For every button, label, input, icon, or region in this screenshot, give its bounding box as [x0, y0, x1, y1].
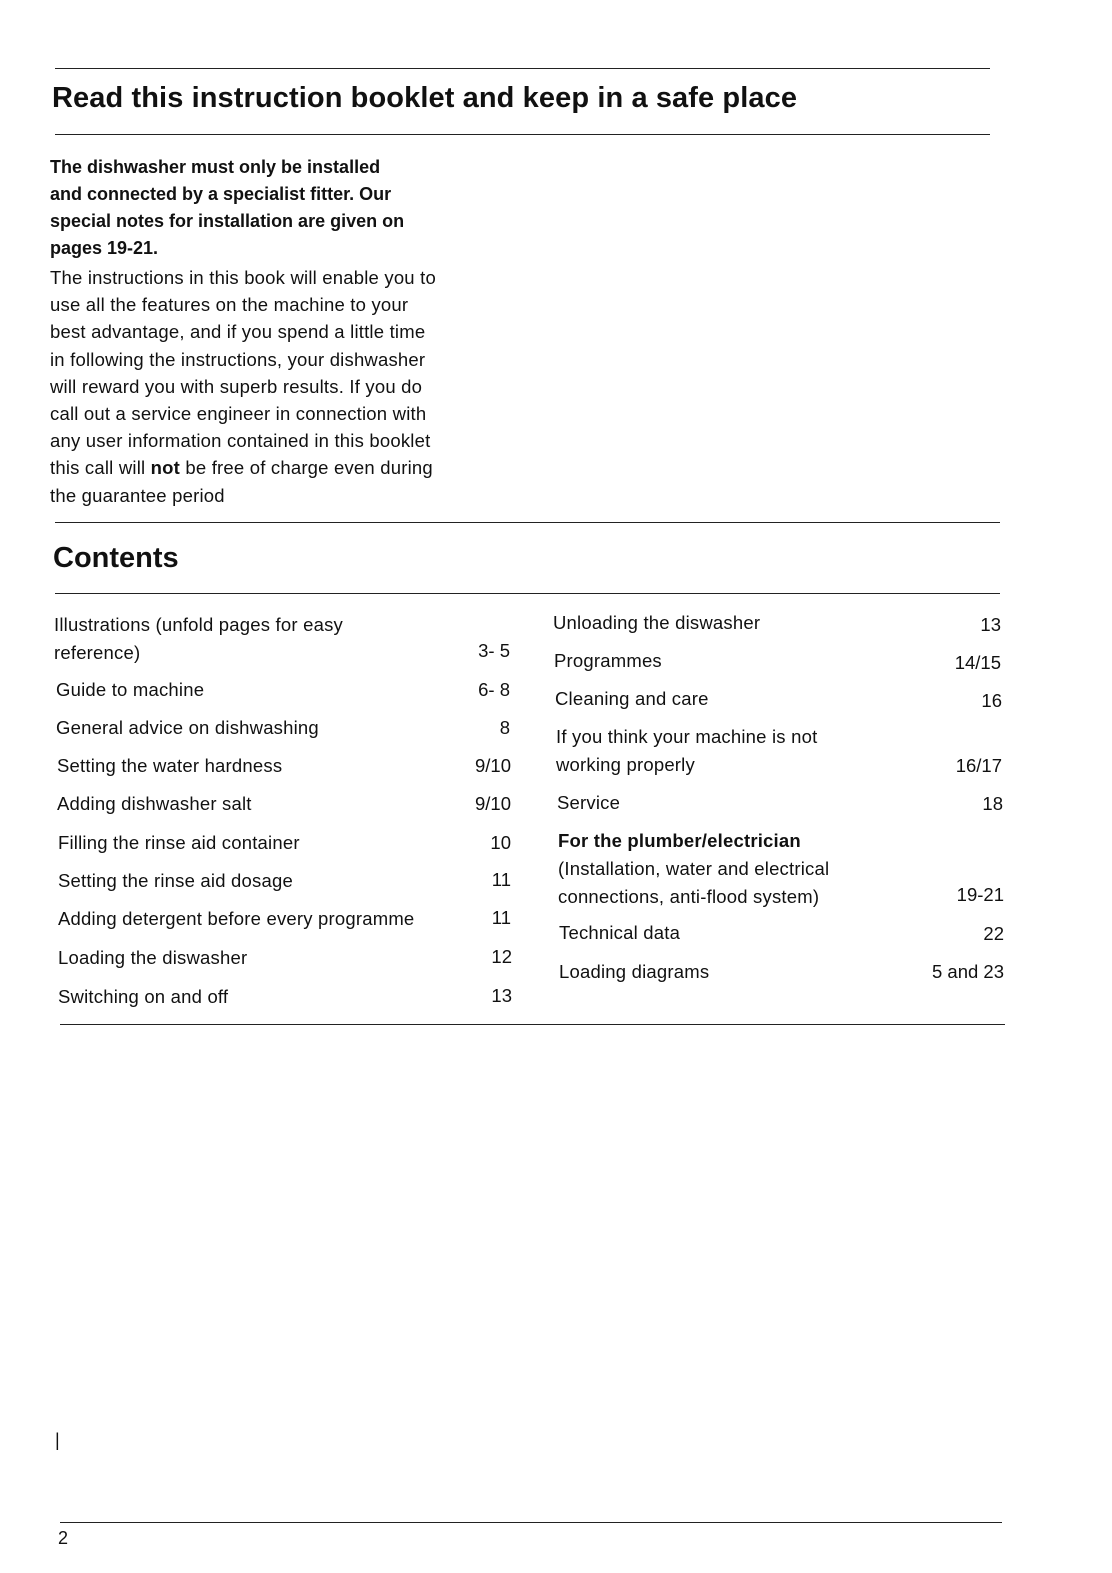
intro-line: will reward you with superb results. If you do: [50, 375, 423, 397]
toc-page-number: 14/15: [954, 652, 1001, 673]
toc-page-number: 22: [983, 923, 1004, 944]
toc-label: Cleaning and care: [555, 688, 709, 709]
page-title: Read this instruction booklet and keep in a safe place: [52, 82, 798, 114]
toc-entry: [58, 867, 293, 895]
intro-line: in following the instructions, your dishwasher: [50, 348, 426, 370]
notice-line: The dishwasher must only be installed: [50, 157, 381, 177]
intro-line: any user information contained in this booklet: [50, 430, 431, 452]
toc-label: (Installation, water and electrical: [558, 858, 830, 879]
toc-label: If you think your machine is not: [556, 726, 818, 747]
toc-label: Setting the water hardness: [57, 755, 283, 776]
toc-label: Switching on and off: [58, 986, 229, 1007]
toc-page-number: 19-21: [956, 884, 1004, 905]
toc-page-number: 18: [982, 793, 1003, 814]
toc-page-number: 3- 5: [478, 640, 510, 661]
toc-page-number: 13: [491, 985, 512, 1006]
toc-page-number: 16: [981, 690, 1002, 711]
toc-label: working properly: [556, 754, 695, 775]
intro-paragraph: [50, 264, 520, 509]
toc-entry: [57, 752, 282, 780]
toc-entry: [56, 714, 319, 742]
toc-label: Programmes: [554, 650, 662, 671]
intro-line: The instructions in this book will enable you to: [50, 267, 436, 288]
top-rule: [55, 68, 990, 69]
contents-heading: Contents: [53, 542, 179, 574]
toc-entry: [58, 944, 247, 972]
toc-page-number: 16/17: [955, 755, 1002, 776]
notice-line: and connected by a specialist fitter. Our: [50, 184, 392, 204]
page-number: 2: [58, 1528, 69, 1548]
toc-label: Setting the rinse aid dosage: [58, 870, 293, 891]
toc-label: Unloading the diswasher: [553, 612, 761, 633]
toc-entry: [555, 685, 709, 713]
toc-entry: [58, 829, 300, 857]
toc-entry: [57, 790, 252, 818]
footer-rule: [60, 1522, 1002, 1523]
toc-page-number: 9/10: [474, 793, 511, 814]
toc-label: Loading the diswasher: [58, 947, 248, 968]
toc-entry: [559, 919, 680, 947]
toc-label: Service: [557, 792, 621, 813]
toc-entry: [559, 958, 709, 986]
toc-entry: [58, 983, 228, 1011]
toc-label: reference): [54, 642, 141, 663]
toc-page-number: 8: [499, 717, 510, 738]
toc-entry: [554, 647, 662, 675]
toc-label: connections, anti-flood system): [558, 886, 820, 907]
toc-label: General advice on dishwashing: [56, 717, 319, 738]
toc-page-number: 11: [491, 869, 511, 890]
toc-entry: [558, 827, 829, 911]
intro-line: call out a service engineer in connection with: [50, 403, 427, 425]
toc-label: Filling the rinse aid container: [58, 832, 300, 853]
contents-rule: [55, 593, 1000, 594]
intro-line: this call will not be free of charge even during: [50, 457, 433, 479]
toc-label: Guide to machine: [56, 679, 205, 700]
toc-page-number: 12: [491, 946, 512, 967]
toc-entry: [54, 611, 343, 667]
contents-bottom-rule: [60, 1024, 1005, 1025]
notice-line: pages 19-21.: [50, 238, 159, 258]
toc-page-number: 10: [490, 832, 511, 853]
notice-line: special notes for installation are given on: [50, 211, 405, 231]
toc-label: Loading diagrams: [559, 961, 710, 982]
toc-page-number: 6- 8: [478, 679, 510, 700]
toc-page-number: 13: [980, 614, 1001, 635]
title-rule: [55, 134, 990, 135]
toc-page-number: 9/10: [474, 755, 511, 776]
toc-label: Illustrations (unfold pages for easy: [54, 614, 343, 635]
installation-notice: [50, 154, 520, 262]
intro-rule: [55, 522, 1000, 523]
toc-page-number: 5 and 23: [931, 961, 1004, 982]
intro-line: the guarantee period: [50, 484, 225, 506]
toc-label: Technical data: [559, 922, 681, 943]
toc-entry: [557, 789, 620, 817]
toc-entry: [553, 609, 760, 637]
toc-entry: [56, 676, 204, 704]
toc-label: Adding dishwasher salt: [57, 793, 252, 814]
emphasis: not: [150, 457, 181, 479]
intro-line: use all the features on the machine to your: [50, 294, 409, 316]
toc-label: For the plumber/electrician: [558, 830, 801, 851]
toc-entry: [58, 905, 414, 933]
intro-line: best advantage, and if you spend a little time: [50, 321, 426, 343]
margin-mark: |: [55, 1430, 60, 1450]
toc-label: Adding detergent before every programme: [58, 908, 415, 929]
toc-entry: [556, 723, 817, 779]
toc-page-number: 11: [491, 907, 511, 928]
